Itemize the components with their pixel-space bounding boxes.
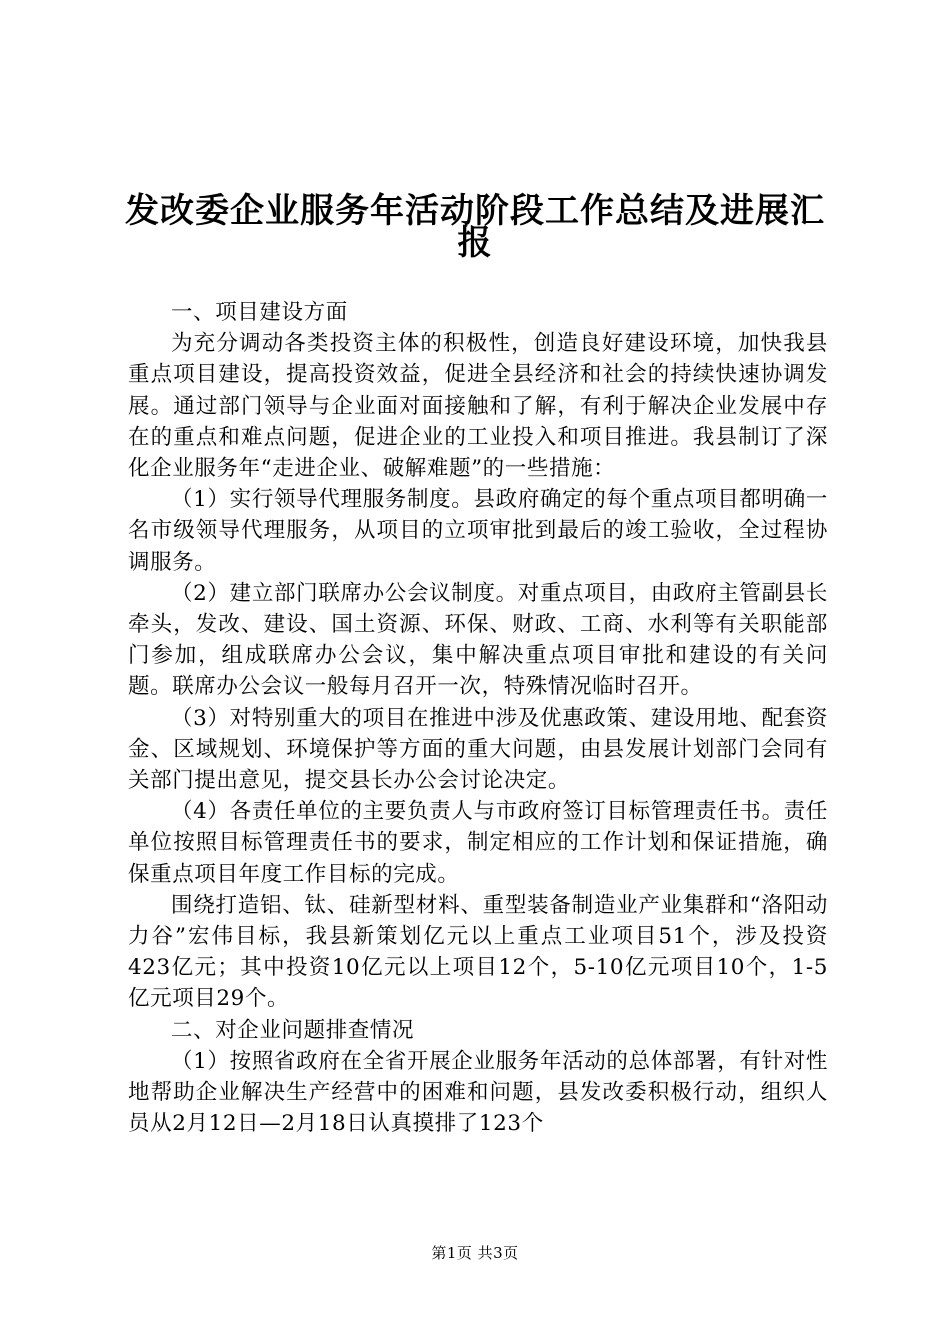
section-heading-2: 二、对企业问题排查情况: [171, 1017, 415, 1043]
paragraph-measure-3: （3）对特别重大的项目在推进中涉及优惠政策、建设用地、配套资金、区域规划、环境保护等方面的重大问题，由县发展计划部门会同有关部门提出意见，提交县长办公会讨论决定。: [128, 705, 828, 794]
document-body: [128, 297, 828, 1139]
paragraph-measure-4: （4）各责任单位的主要负责人与市政府签订目标管理责任书。责任单位按照目标管理责任书的要求，制定相应的工作计划和保证措施，确保重点项目年度工作目标的完成。: [128, 799, 828, 887]
paragraph-projects: 围绕打造铝、钛、硅新型材料、重型装备制造业产业集群和“洛阳动力谷”宏伟目标，我县新策划亿元以上重点工业项目51个，涉及投资423亿元；其中投资10亿元以上项目12个，5-10亿元项目10个，1-5亿元项目29个。: [128, 892, 828, 1012]
paragraph-intro: 为充分调动各类投资主体的积极性，创造良好建设环境，加快我县重点项目建设，提高投资效益，促进全县经济和社会的持续快速协调发展。通过部门领导与企业面对面接触和了解，有利于解决企业发展中存在的重点和难点问题，促进企业的工业投入和项目推进。我县制订了深化企业服务年“走进企业、破解难题”的一些措施：: [128, 331, 828, 482]
paragraph-measure-2: （2）建立部门联席办公会议制度。对重点项目，由政府主管副县长牵头，发改、建设、国土资源、环保、财政、工商、水利等有关职能部门参加，组成联席办公会议，集中解决重点项目审批和建设的有关问题。联席办公会议一般每月召开一次，特殊情况临时召开。: [128, 580, 828, 700]
paragraph-investigation-1: （1）按照省政府在全省开展企业服务年活动的总体部署，有针对性地帮助企业解决生产经营中的困难和问题，县发改委积极行动，组织人员从2月12日—2月18日认真摸排了123个: [128, 1048, 828, 1137]
page-footer: 第1页 共3页: [431, 1244, 519, 1262]
document-title-line-1: 发改委企业服务年活动阶段工作总结及进展汇: [125, 191, 825, 231]
document-title-line-2: 报: [457, 223, 493, 263]
paragraph-measure-1: （1）实行领导代理服务制度。县政府确定的每个重点项目都明确一名市级领导代理服务，从项目的立项审批到最后的竣工验收，全过程协调服务。: [128, 487, 828, 575]
section-heading-1: 一、项目建设方面: [171, 300, 348, 325]
